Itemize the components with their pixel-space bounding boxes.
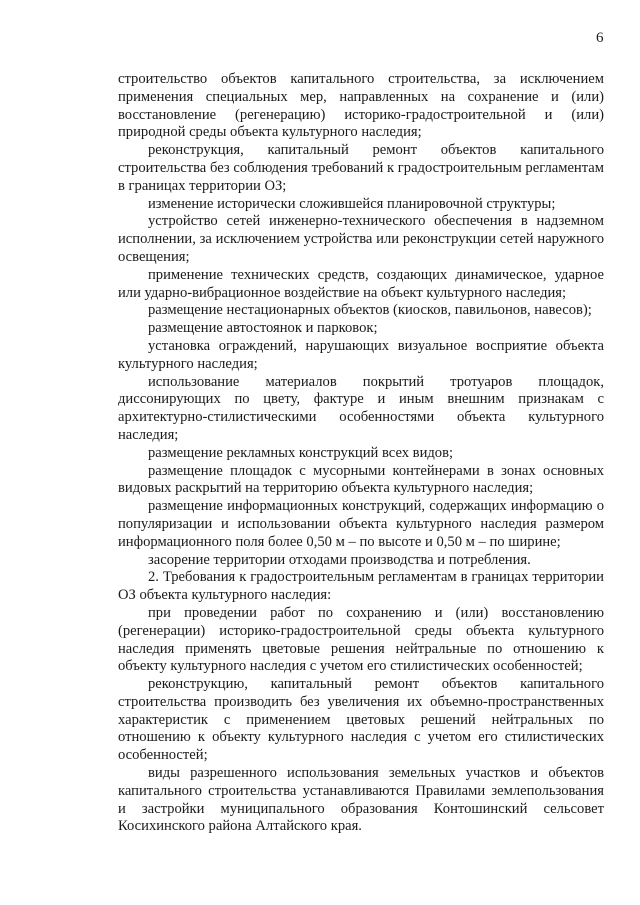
paragraph: виды разрешенного использования земельных участков и объектов капитального строительства устанавливаются Правилами землепользования и застройки муниципального образования Контошинский сельсовет Косихинского района Алтайского края. xyxy=(118,765,604,835)
paragraph: устройство сетей инженерно-технического обеспечения в надземном исполнении, за исключением устройства или реконструкции сетей наружного освещения; xyxy=(118,213,604,265)
paragraph: применение технических средств, создающих динамическое, ударное или ударно-вибрационное воздействие на объект культурного наследия; xyxy=(118,266,604,301)
paragraph: размещение автостоянок и парковок; xyxy=(148,320,378,337)
paragraph: использование материалов покрытий тротуаров площадок, диссонирующих по цвету, фактуре и иным внешним признакам с архитектурно-стилистическими особенностями объекта культурного наследия; xyxy=(118,373,604,443)
paragraph: при проведении работ по сохранению и (или) восстановлению (регенерации) историко-градостроительной среды объекта культурного наследия применять цветовые решения нейтральные по отношению к объекту культурного наследия с учетом его стилистических особенностей; xyxy=(118,604,604,675)
paragraph: изменение исторически сложившейся планировочной структуры; xyxy=(148,195,556,212)
paragraph: размещение информационных конструкций, содержащих информацию о популяризации и использовании объекта культурного наследия размером информационного поля более 0,50 м – по высоте и 0,50 м – по ширине; xyxy=(118,498,604,550)
paragraph: засорение территории отходами производства и потребления. xyxy=(148,551,531,568)
page-number: 6 xyxy=(596,30,604,46)
paragraph: установка ограждений, нарушающих визуальное восприятие объекта культурного наследия; xyxy=(118,337,604,372)
paragraph: строительство объектов капитального строительства, за исключением применения специальных мер, направленных на сохранение и (или) восстановление (регенерацию) историко-градостроительной и (или) природной среды объекта культурного наследия; xyxy=(118,71,604,141)
paragraph: реконструкцию, капитальный ремонт объектов капитального строительства производить без увеличения их объемно-пространственных характеристик с применением цветовых решений нейтральных по отношению к объекту культурного наследия с учетом его стилистических особенностей; xyxy=(118,676,604,764)
paragraph: размещение площадок с мусорными контейнерами в зонах основных видовых раскрытий на территорию объекта культурного наследия; xyxy=(118,462,604,497)
paragraph: размещение нестационарных объектов (киосков, павильонов, навесов); xyxy=(148,302,592,319)
section-heading: 2. Требования к градостроительным регламентам в границах территории ОЗ объекта культурного наследия: xyxy=(118,569,604,604)
paragraph: реконструкция, капитальный ремонт объектов капитального строительства без соблюдения требований к градостроительным регламентам в границах территории ОЗ; xyxy=(118,142,604,194)
paragraph: размещение рекламных конструкций всех видов; xyxy=(148,444,454,461)
document-body xyxy=(118,71,604,836)
